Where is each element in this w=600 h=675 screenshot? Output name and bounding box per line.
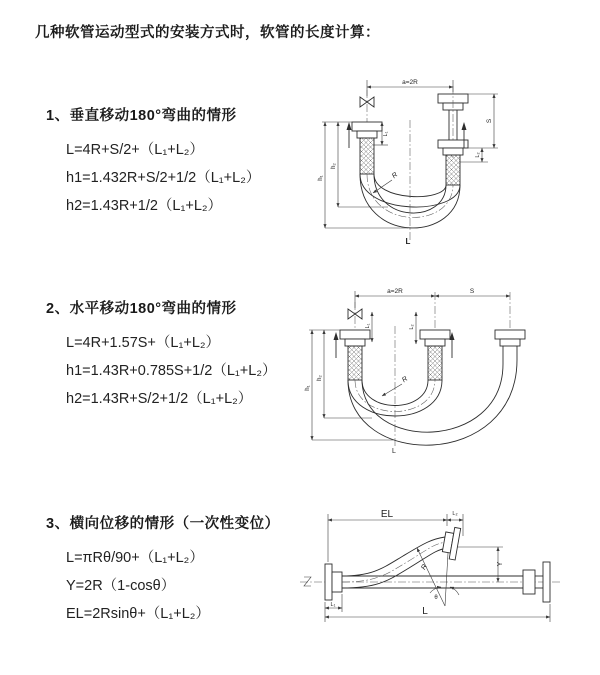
- formula-h1: h1=1.432R+S/2+1/2（L₁+L₂）: [66, 170, 261, 186]
- d3-s-curve-hose: [342, 537, 447, 588]
- d2-label-r: R: [401, 375, 410, 385]
- d3-y-dimension: [457, 547, 504, 582]
- d3-label-y: Y: [497, 561, 504, 567]
- d3-label-l1: L₁: [330, 602, 336, 608]
- section-2: [46, 297, 276, 415]
- d1-label-s: S: [486, 118, 493, 124]
- section-1: [46, 104, 260, 222]
- d3-label-l2: L₂: [452, 511, 458, 517]
- d1-label-r: R: [390, 171, 400, 181]
- section-2-heading: 2、水平移动180°弯曲的情形: [46, 301, 237, 317]
- centerline-break-mark: [304, 577, 311, 586]
- diagram-horizontal-bend: [300, 280, 540, 458]
- d2-label-l2: L₂: [409, 324, 415, 330]
- formula-l: L=4R+S/2+（L₁+L₂）: [66, 142, 204, 158]
- page-title: 几种软管运动型式的安装方式时，软管的长度计算：: [35, 25, 380, 41]
- formula-l: L=πRθ/90+（L₁+L₂）: [66, 550, 204, 566]
- formula-h2: h2=1.43R+1/2（L₁+L₂）: [66, 198, 223, 214]
- d1-label-a2r: a=2R: [402, 79, 418, 86]
- d3-upper-flange: [441, 526, 460, 560]
- d2-flanges: [340, 330, 525, 380]
- d1-label-h2: h₂: [331, 163, 337, 169]
- d2-radius-leader: [382, 375, 409, 396]
- d2-top-dimension: [355, 288, 510, 328]
- diagram-lateral-displacement: [295, 496, 565, 658]
- formula-h1: h1=1.43R+0.785S+1/2（L₁+L₂）: [66, 363, 277, 379]
- d2-l1-l2-dimensions: [365, 312, 416, 344]
- d2-label-a2r: a=2R: [387, 288, 403, 295]
- diagram-vertical-bend: [312, 66, 512, 262]
- d2-label-l1: L₁: [365, 323, 371, 329]
- d2-label-h1: h₁: [305, 385, 311, 391]
- d3-right-flange: [523, 562, 550, 602]
- formula-y: Y=2R（1-cosθ）: [66, 578, 176, 594]
- d1-left-flange: [352, 122, 382, 174]
- d2-label-h2: h₂: [317, 375, 323, 381]
- section-3: [46, 512, 280, 630]
- section-3-heading: 3、横向位移的情形（一次性变位）: [46, 516, 280, 532]
- d1-label-l1: L₁: [383, 131, 389, 137]
- formula-l: L=4R+1.57S+（L₁+L₂）: [66, 335, 221, 351]
- section-1-heading: 1、垂直移动180°弯曲的情形: [46, 108, 237, 124]
- d3-label-l: L: [422, 606, 428, 617]
- d1-label-l2: L₂: [475, 152, 481, 158]
- d3-label-theta: θ: [434, 595, 438, 601]
- d2-label-s: S: [469, 288, 475, 295]
- d2-label-l: L: [392, 448, 396, 455]
- d1-label-l: L: [405, 237, 411, 246]
- formula-h2: h2=1.43R+S/2+1/2（L₁+L₂）: [66, 391, 253, 407]
- formula-el: EL=2Rsinθ+（L₁+L₂）: [66, 606, 210, 622]
- d3-left-flange: [325, 564, 342, 600]
- d1-label-h1: h₁: [318, 175, 324, 181]
- d1-right-flange: [438, 86, 468, 185]
- d1-top-dimension: [367, 79, 453, 96]
- d3-label-r: R: [420, 563, 429, 572]
- d3-label-el: EL: [380, 509, 394, 520]
- d3-el-dimension: [328, 509, 463, 562]
